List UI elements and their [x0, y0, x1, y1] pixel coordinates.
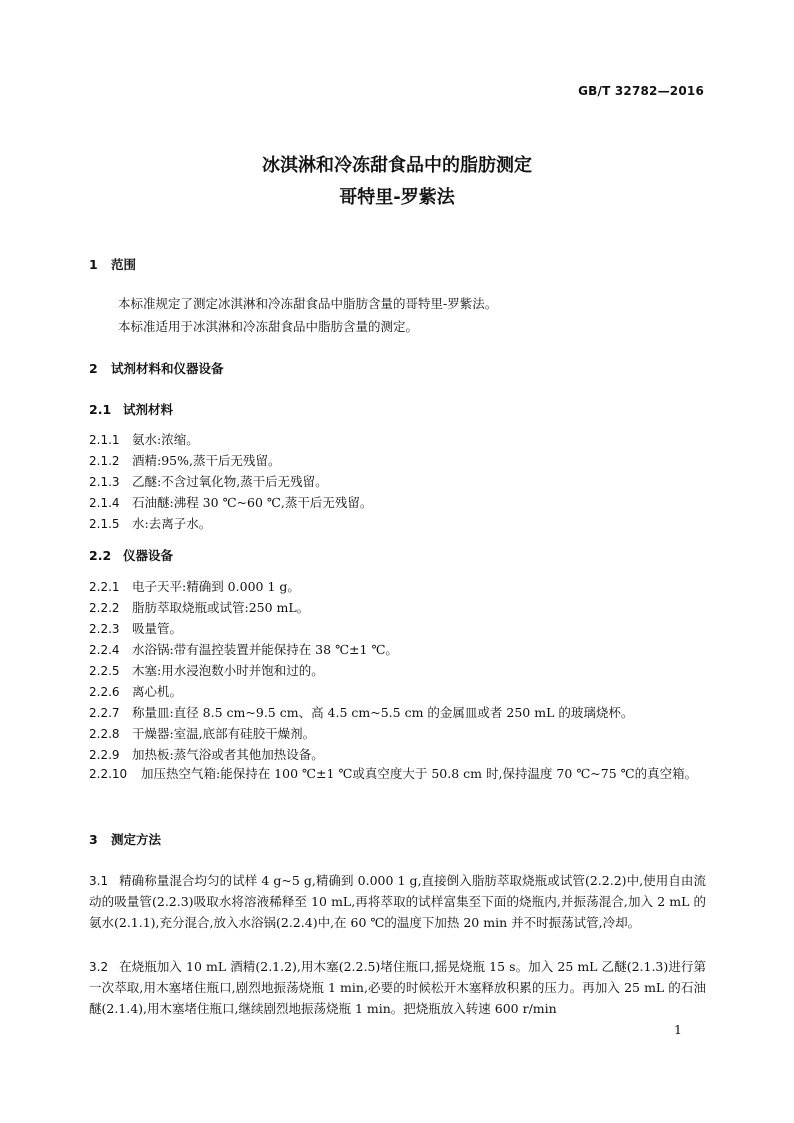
standard-number: GB/T 32782—2016	[578, 84, 704, 98]
item-number: 2.2.5	[89, 664, 120, 678]
item-number: 2.2.9	[89, 748, 120, 762]
section-title: 测定方法	[111, 832, 162, 847]
section-number: 1	[89, 257, 98, 272]
equipment-item	[89, 661, 324, 679]
scope-paragraph-2: 本标准适用于冰淇淋和冷冻甜食品中脂肪含量的测定。	[118, 319, 419, 334]
equipment-item	[89, 745, 324, 763]
equipment-item	[89, 640, 398, 658]
item-text: 石油醚:沸程 30 ℃~60 ℃,蒸干后无残留。	[132, 495, 373, 510]
section-title: 范围	[111, 257, 137, 272]
doc-title: 冰淇淋和冷冻甜食品中的脂肪测定	[262, 155, 532, 176]
subsection-2-2-heading	[89, 546, 173, 564]
equipment-item-2-2-10	[89, 764, 706, 785]
item-number: 2.2.7	[89, 706, 120, 720]
item-number: 2.2.8	[89, 727, 120, 741]
equipment-item	[89, 619, 182, 637]
reagent-item	[89, 514, 211, 532]
section-title: 试剂材料和仪器设备	[111, 361, 224, 376]
item-text: 电子天平:精确到 0.000 1 g。	[132, 579, 300, 594]
step-text: 精确称量混合均匀的试样 4 g~5 g,精确到 0.000 1 g,直接倒入脂肪萃取烧瓶或试管(2.2.2)中,使用自由流动的吸量管(2.2.3)吸取水将溶液稀释至 10 mL,再将萃取的试样富集至下面的烧瓶内,并振荡混合,加入 2 mL 的氨水(2.1.1),充分混合,放入水浴锅(2.2.4)中,在 60 ℃的温度下加热 20 min 并不时振荡试管,冷却。	[89, 873, 706, 930]
item-number: 2.2.10	[89, 767, 128, 781]
reagent-item	[89, 451, 280, 469]
item-text: 吸量管。	[132, 621, 183, 636]
section-2-heading	[89, 359, 224, 377]
item-text: 加热板:蒸气浴或者其他加热设备。	[132, 747, 324, 762]
method-step-3-1	[89, 871, 706, 933]
reagent-item	[89, 430, 199, 448]
item-number: 2.2.4	[89, 643, 120, 657]
item-number: 2.2.2	[89, 601, 120, 615]
item-text: 氨水:浓缩。	[132, 432, 199, 447]
item-text: 乙醚:不含过氧化物,蒸干后无残留。	[132, 474, 328, 489]
equipment-item	[89, 598, 309, 616]
subsection-number: 2.2	[89, 548, 112, 563]
item-text: 脂肪萃取烧瓶或试管:250 mL。	[132, 600, 310, 615]
item-number: 2.1.3	[89, 475, 120, 489]
item-text: 干燥器:室温,底部有硅胶干燥剂。	[132, 726, 316, 741]
item-number: 2.1.1	[89, 433, 120, 447]
section-number: 2	[89, 361, 98, 376]
subsection-title: 仪器设备	[123, 548, 174, 563]
step-text: 在烧瓶加入 10 mL 酒精(2.1.2),用木塞(2.2.5)堵住瓶口,摇晃烧瓶 15 s。加入 25 mL 乙醚(2.1.3)进行第一次萃取,用木塞堵住瓶口,剧烈地振荡烧瓶 1 min,必要的时候松开木塞释放积累的压力。再加入 25 mL 的石油醚(2.1.4),用木塞堵住瓶口,继续剧烈地振荡烧瓶 1 min。把烧瓶放入转速 600 r/min	[89, 959, 706, 1016]
subsection-2-1-heading	[89, 400, 173, 418]
scope-paragraph-1: 本标准规定了测定冰淇淋和冷冻甜食品中脂肪含量的哥特里-罗紫法。	[118, 296, 498, 311]
item-text: 称量皿:直径 8.5 cm~9.5 cm、高 4.5 cm~5.5 cm 的金属皿或者 250 mL 的玻璃烧杯。	[132, 705, 634, 720]
doc-subtitle: 哥特里-罗紫法	[339, 187, 455, 208]
item-number: 2.2.3	[89, 622, 120, 636]
subsection-number: 2.1	[89, 402, 112, 417]
item-text: 加压热空气箱:能保持在 100 ℃±1 ℃或真空度大于 50.8 cm 时,保持温度 70 ℃~75 ℃的真空箱。	[141, 766, 698, 781]
item-text: 酒精:95%,蒸干后无残留。	[132, 453, 281, 468]
section-1-heading	[89, 255, 136, 273]
equipment-item	[89, 703, 633, 721]
section-3-heading	[89, 830, 161, 848]
reagent-item	[89, 472, 328, 490]
item-text: 木塞:用水浸泡数小时并饱和过的。	[132, 663, 324, 678]
step-number: 3.2	[89, 960, 109, 974]
method-step-3-2	[89, 957, 706, 1019]
item-text: 水:去离子水。	[132, 516, 212, 531]
reagent-item	[89, 493, 372, 511]
item-number: 2.1.5	[89, 517, 120, 531]
item-number: 2.1.2	[89, 454, 120, 468]
subsection-title: 试剂材料	[123, 402, 174, 417]
item-number: 2.2.1	[89, 580, 120, 594]
item-text: 水浴锅:带有温控装置并能保持在 38 ℃±1 ℃。	[132, 642, 398, 657]
step-number: 3.1	[89, 874, 109, 888]
item-number: 2.2.6	[89, 685, 120, 699]
item-text: 离心机。	[132, 684, 183, 699]
item-number: 2.1.4	[89, 496, 120, 510]
section-number: 3	[89, 832, 98, 847]
equipment-item	[89, 724, 315, 742]
equipment-item	[89, 577, 300, 595]
page-number: 1	[674, 1022, 682, 1037]
equipment-item	[89, 682, 182, 700]
